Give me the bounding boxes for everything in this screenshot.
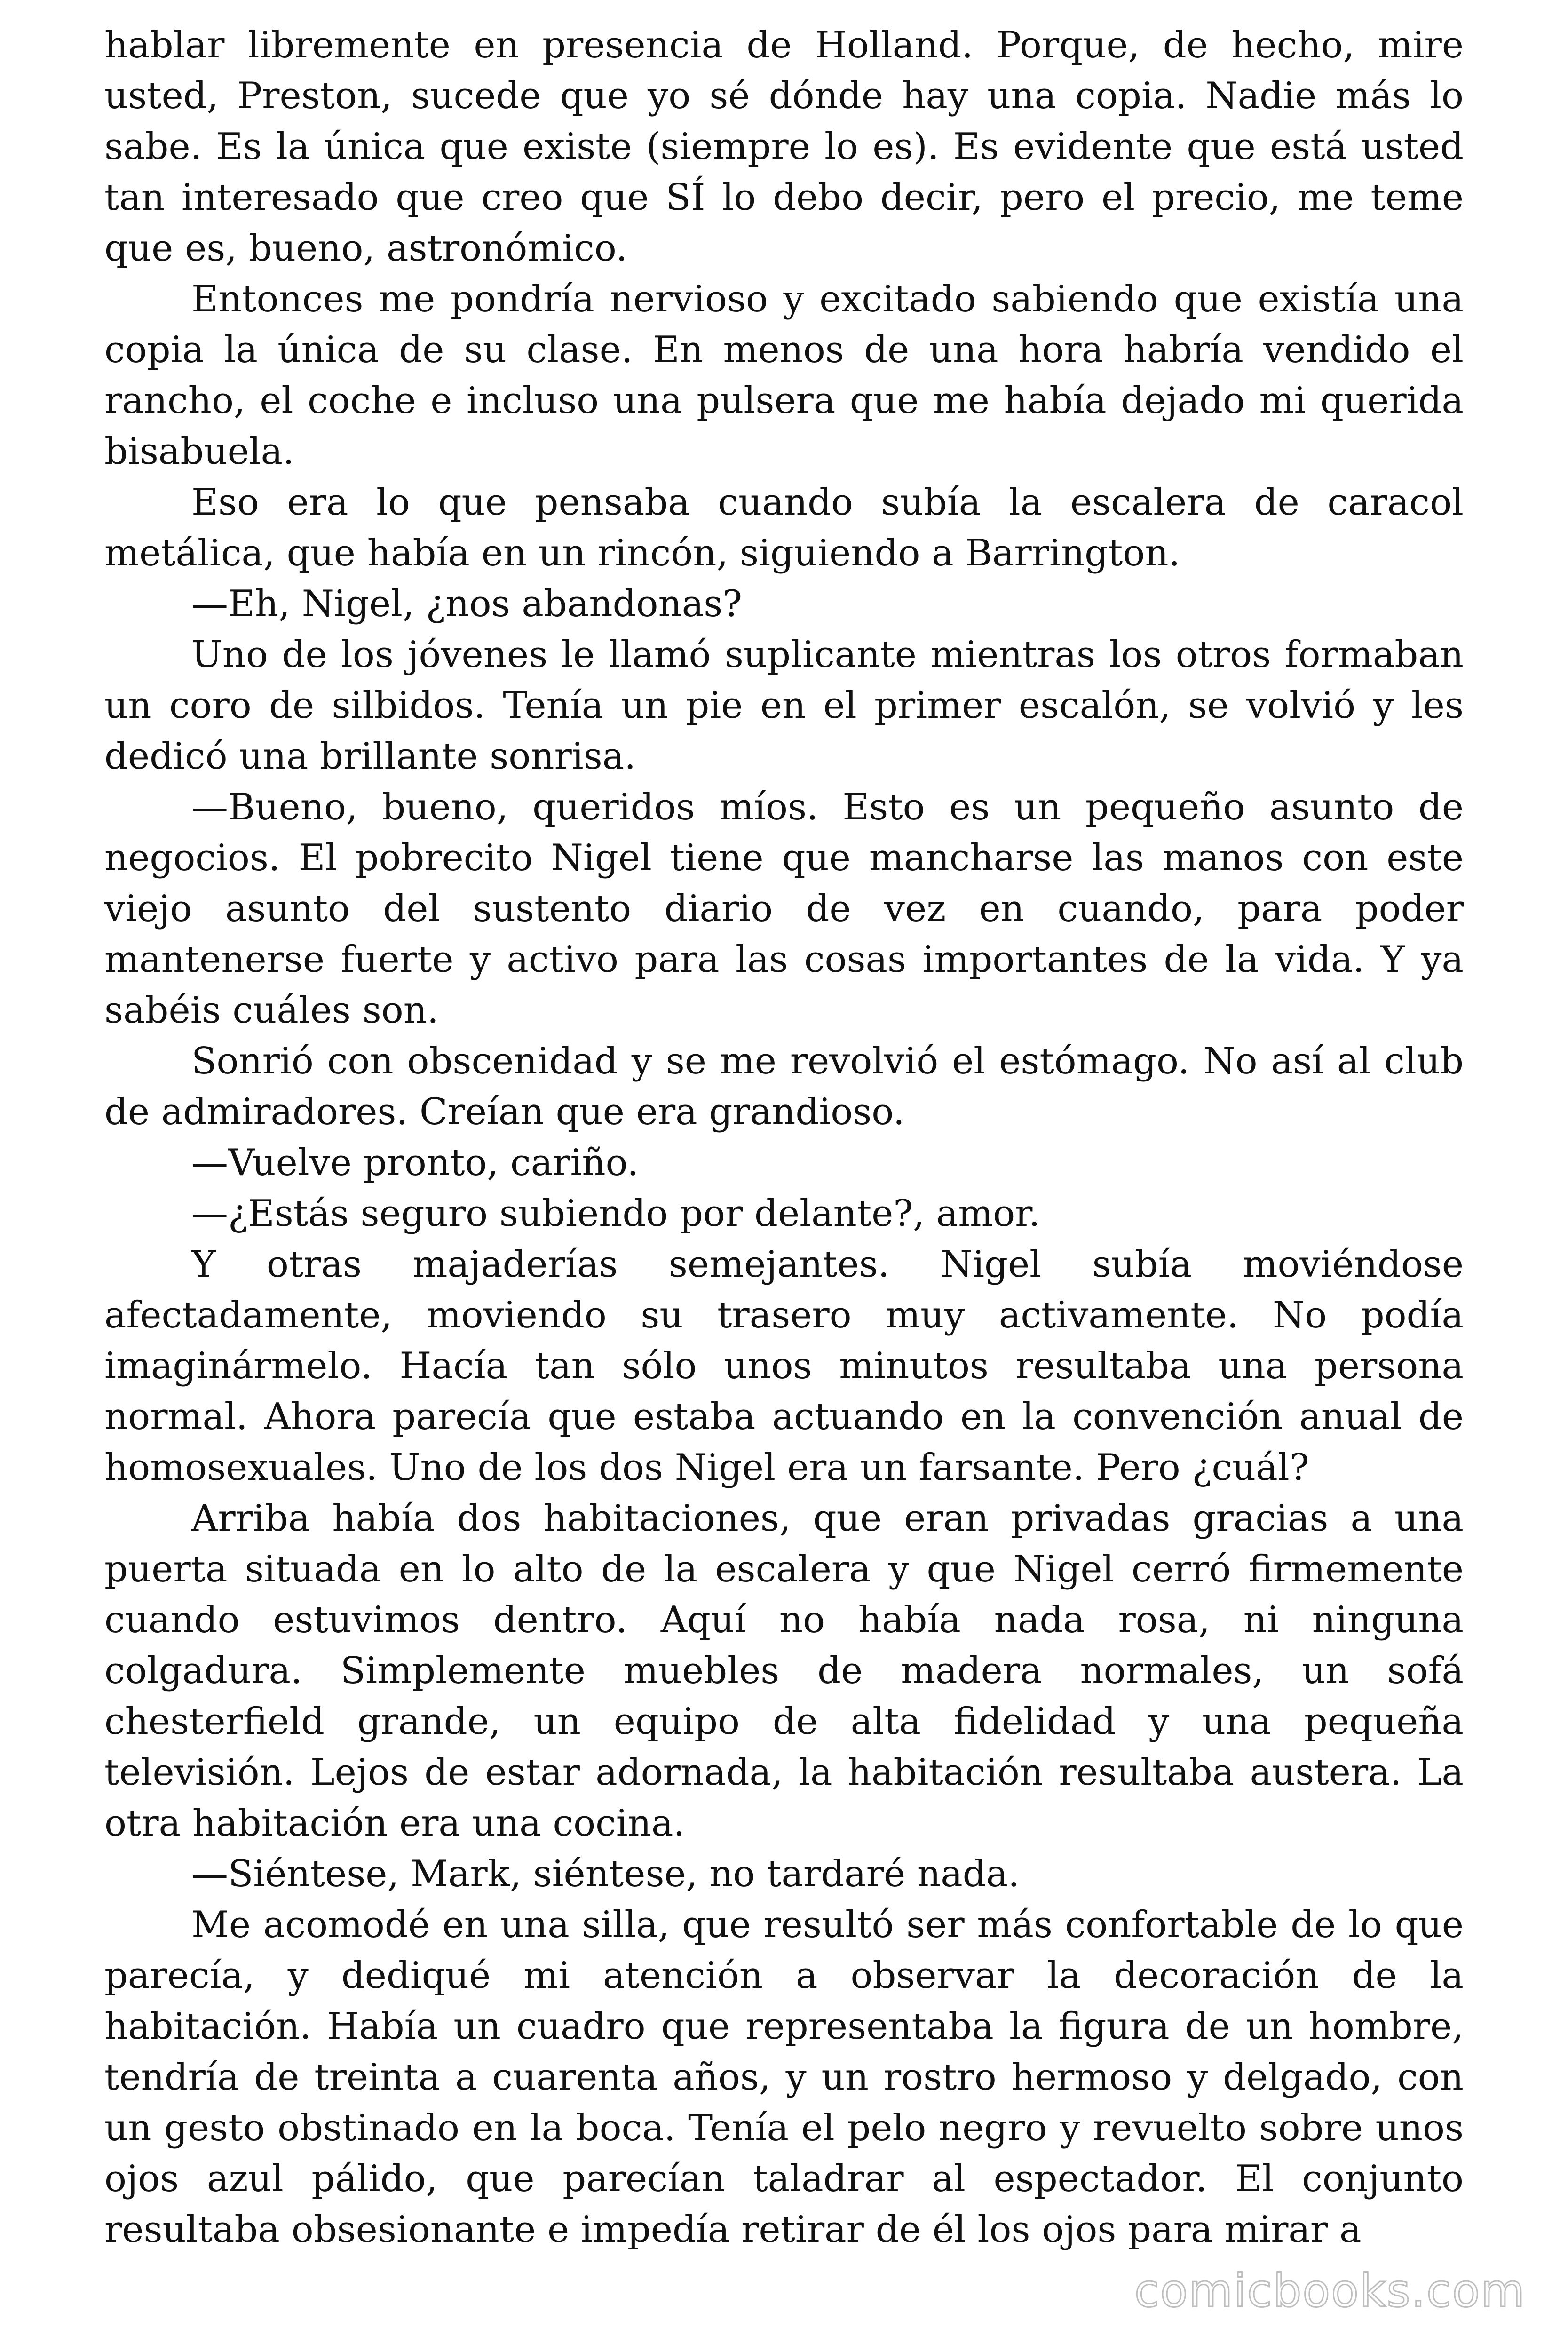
- paragraph: —Vuelve pronto, cariño.: [191, 1142, 639, 1184]
- paragraph: Uno de los jóvenes le llamó suplicante mientras los otros formaban un coro de silbidos. Tenía un pie en el primer escalón, se volvió y les dedicó una brillante sonrisa.: [104, 634, 1464, 778]
- paragraph: Sonrió con obscenidad y se me revolvió el estómago. No así al club de admiradores. Creían que era grandioso.: [104, 1040, 1464, 1133]
- paragraph: —Bueno, bueno, queridos míos. Esto es un pequeño asunto de negocios. El pobrecito Nigel tiene que mancharse las manos con este viejo asunto del sustento diario de vez en cuando, para poder mantenerse fuerte y activo para las cosas importantes de la vida. Y ya sabéis cuáles son.: [104, 786, 1464, 1032]
- paragraph: hablar libremente en presencia de Holland. Porque, de hecho, mire usted, Preston, sucede que yo sé dónde hay una copia. Nadie más lo sabe. Es la única que existe (siempre lo es). Es evidente que está usted tan interesado que creo que SÍ lo debo decir, pero el precio, me teme que es, bueno, astronómico.: [104, 24, 1464, 270]
- paragraph: —¿Estás seguro subiendo por delante?, amor.: [191, 1192, 1040, 1235]
- paragraph: —Eh, Nigel, ¿nos abandonas?: [191, 583, 743, 625]
- paragraph: Eso era lo que pensaba cuando subía la escalera de caracol metálica, que había en un rincón, siguiendo a Barrington.: [104, 481, 1464, 574]
- paragraph: Me acomodé en una silla, que resultó ser más confortable de lo que parecía, y dediqué mi atención a observar la decoración de la habitación. Había un cuadro que representaba la figura de un hombre, tendría de treinta a cuarenta años, y un rostro hermoso y delgado, con un gesto obstinado en la boca. Tenía el pelo negro y revuelto sobre unos ojos azul pálido, que parecían taladrar al espectador. El conjunto resultaba obsesionante e impedía retirar de él los ojos para mirar a: [104, 1904, 1464, 2251]
- paragraph: Y otras majaderías semejantes. Nigel subía moviéndose afectadamente, moviendo su trasero muy activamente. No podía imaginármelo. Hacía tan sólo unos minutos resultaba una persona normal. Ahora parecía que estaba actuando en la convención anual de homosexuales. Uno de los dos Nigel era un farsante. Pero ¿cuál?: [104, 1243, 1464, 1489]
- paragraph: Entonces me pondría nervioso y excitado sabiendo que existía una copia la única de su clase. En menos de una hora habría vendido el rancho, el coche e incluso una pulsera que me había dejado mi querida bisabuela.: [104, 278, 1464, 473]
- page-text: [104, 20, 1464, 2255]
- paragraph: Arriba había dos habitaciones, que eran privadas gracias a una puerta situada en lo alto de la escalera y que Nigel cerró firmemente cuando estuvimos dentro. Aquí no había nada rosa, ni ninguna colgadura. Simplemente muebles de madera normales, un sofá chesterfield grande, un equipo de alta fidelidad y una pequeña televisión. Lejos de estar adornada, la habitación resultaba austera. La otra habitación era una cocina.: [104, 1497, 1464, 1844]
- paragraph: —Siéntese, Mark, siéntese, no tardaré nada.: [191, 1853, 1020, 1895]
- watermark: comicbooks.com: [1134, 2265, 1526, 2317]
